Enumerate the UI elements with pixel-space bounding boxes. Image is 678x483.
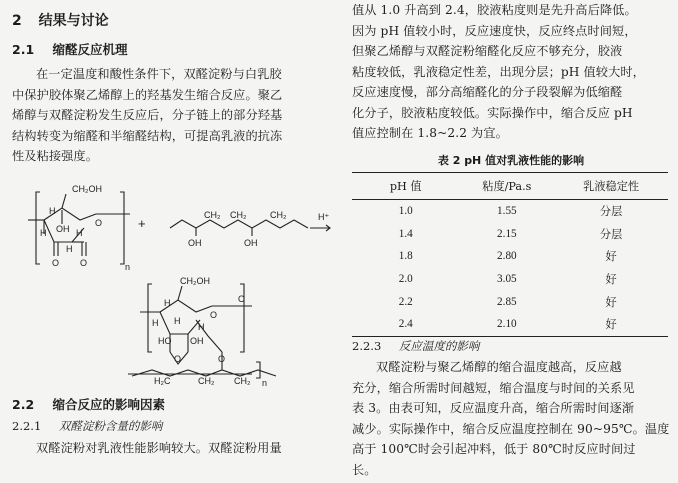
- text-line: 性及粘接强度。: [12, 149, 99, 163]
- atom-label: O: [52, 258, 60, 268]
- table-cell: 分层: [599, 228, 623, 241]
- content-paragraph: [12, 438, 334, 459]
- table-cell: 1.4: [398, 227, 413, 240]
- section-2-2-3-heading: [352, 338, 479, 354]
- atom-label: n: [125, 262, 131, 272]
- table-cell: 分层: [599, 206, 623, 219]
- atom-label: H: [40, 228, 47, 238]
- atom-label: H: [198, 322, 205, 332]
- table-cell: 3.05: [497, 273, 517, 286]
- table-cell: 1.8: [398, 250, 413, 263]
- temperature-paragraph: [352, 357, 670, 480]
- section-2-2-heading: [12, 395, 165, 413]
- atom-label: H: [152, 318, 159, 328]
- section-number: 2.1: [12, 42, 35, 57]
- table-cell: 好: [605, 296, 617, 309]
- section-title: 缩醛反应机理: [52, 42, 128, 57]
- table-row: [352, 245, 668, 268]
- table-cell: 2.10: [459, 313, 554, 336]
- text-line: 因为 pH 值较小时，反应速度快，反应终点时间短，: [352, 23, 637, 38]
- atom-label: O: [174, 354, 182, 364]
- atom-label: CH₂: [234, 376, 251, 386]
- atom-label: O: [80, 258, 88, 268]
- table-cell: 1.0: [398, 205, 413, 218]
- table-cell: 2.2: [398, 295, 413, 308]
- table-cell: 2.15: [497, 227, 517, 240]
- atom-label: CH₂OH: [180, 276, 210, 286]
- section-2-2-1-heading: [12, 418, 162, 434]
- catalyst-label: H⁺: [318, 212, 330, 222]
- text-line: 烯醇与双醛淀粉发生反应后，分子链上的部分羟基: [12, 108, 283, 122]
- atom-label: CH₂: [198, 376, 215, 386]
- ph-paragraph: [352, 0, 670, 144]
- atom-label: OH: [188, 238, 202, 248]
- table-cell: 好: [605, 274, 617, 287]
- text-line: 高于 100℃时会引起冲料，低于 80℃时反应时间过: [352, 442, 636, 456]
- atom-label: H: [49, 206, 56, 216]
- atom-label: O: [95, 218, 103, 228]
- column-header: 乳液稳定性: [554, 173, 668, 200]
- atom-label: O: [218, 354, 226, 364]
- text-line: 中保护胶体聚乙烯醇上的羟基发生缩合反应。聚乙: [12, 87, 283, 102]
- atom-label: H: [164, 298, 171, 308]
- text-line: 长。: [352, 462, 377, 477]
- text-line: 双醛淀粉与聚乙烯醇的缩合温度越高，反应越: [376, 360, 622, 374]
- table-cell: 好: [605, 251, 617, 264]
- table-row: [352, 313, 668, 336]
- atom-label: H: [174, 316, 181, 326]
- atom-label: CH₂: [270, 210, 287, 220]
- section-title: 缩合反应的影响因素: [52, 397, 166, 412]
- atom-label: OH: [56, 224, 70, 234]
- atom-label: H: [76, 228, 83, 238]
- table-row: [352, 290, 668, 313]
- text-line: 但聚乙烯醇与双醛淀粉缩醛化反应不够充分，胶液: [352, 44, 623, 58]
- section-2-heading: [12, 10, 109, 30]
- section-number: 2.2.3: [352, 339, 382, 353]
- text-line: 值应控制在 1.8~2.2 为宜。: [352, 126, 508, 140]
- atom-label: CH₂OH: [72, 184, 102, 194]
- text-line: 表 3。由表可知，反应温度升高，缩合所需时间逐渐: [352, 401, 635, 415]
- text-line: 粘度较低，乳液稳定性差，出现分层；pH 值较大时，: [352, 64, 645, 79]
- table-cell: 2.80: [497, 250, 517, 263]
- section-title: 反应温度的影响: [398, 339, 480, 353]
- text-line: 减少。实际操作中，缩合反应温度控制在 90~95℃。温度: [352, 421, 670, 436]
- atom-label: n: [262, 378, 268, 388]
- text-line: 结构转变为缩醛和半缩醛结构，可提高乳液的抗冻: [12, 128, 283, 143]
- table-cell: 2.0: [398, 273, 413, 286]
- table-cell: 2.85: [497, 295, 517, 308]
- atom-label: O: [238, 294, 246, 304]
- mechanism-paragraph: [12, 64, 334, 167]
- text-line: 双醛淀粉对乳液性能影响较大。双醛淀粉用量: [36, 441, 282, 455]
- section-2-1-heading: [12, 40, 128, 58]
- text-line: 值从 1.0 升高到 2.4，胶液粘度则是先升高后降低。: [352, 3, 637, 17]
- text-line: 充分，缩合所需时间越短，缩合温度与时间的关系见: [352, 380, 635, 395]
- atom-label: H: [66, 244, 73, 254]
- section-number: 2.2.1: [12, 419, 42, 433]
- text-line: 在一定温度和酸性条件下，双醛淀粉与白乳胶: [36, 67, 282, 81]
- plus-sign: +: [138, 216, 146, 231]
- atom-label: CH₂: [204, 210, 221, 220]
- table-caption: 表 2 pH 值对乳液性能的影响: [437, 154, 585, 167]
- table-cell: 1.55: [497, 205, 517, 218]
- atom-label: H₂C: [154, 376, 171, 386]
- atom-label: HO: [158, 336, 172, 346]
- section-title: 双醛淀粉含量的影响: [58, 419, 163, 433]
- section-number: 2: [12, 13, 22, 29]
- ph-table: [352, 172, 668, 337]
- table-cell: 2.4: [352, 313, 459, 336]
- table-cell: 好: [554, 313, 668, 336]
- table-row: [352, 268, 668, 291]
- table-row: [352, 223, 668, 246]
- atom-label: O: [210, 310, 218, 320]
- atom-label: CH₂: [230, 210, 247, 220]
- atom-label: OH: [244, 238, 258, 248]
- atom-label: OH: [190, 336, 204, 346]
- section-title: 结果与讨论: [38, 13, 109, 29]
- section-number: 2.2: [12, 397, 35, 412]
- text-line: 反应速度慢，部分高缩醛化的分子段裂解为低缩醛: [352, 85, 623, 99]
- table-row: [352, 200, 668, 223]
- text-line: 化分子，胶液粘度较低。实际操作中，缩合反应 pH: [352, 105, 633, 120]
- column-header: 粘度/Pa.s: [459, 173, 554, 200]
- column-header: pH 值: [352, 173, 459, 200]
- reaction-scheme: [12, 180, 342, 390]
- table-header-row: [352, 173, 668, 200]
